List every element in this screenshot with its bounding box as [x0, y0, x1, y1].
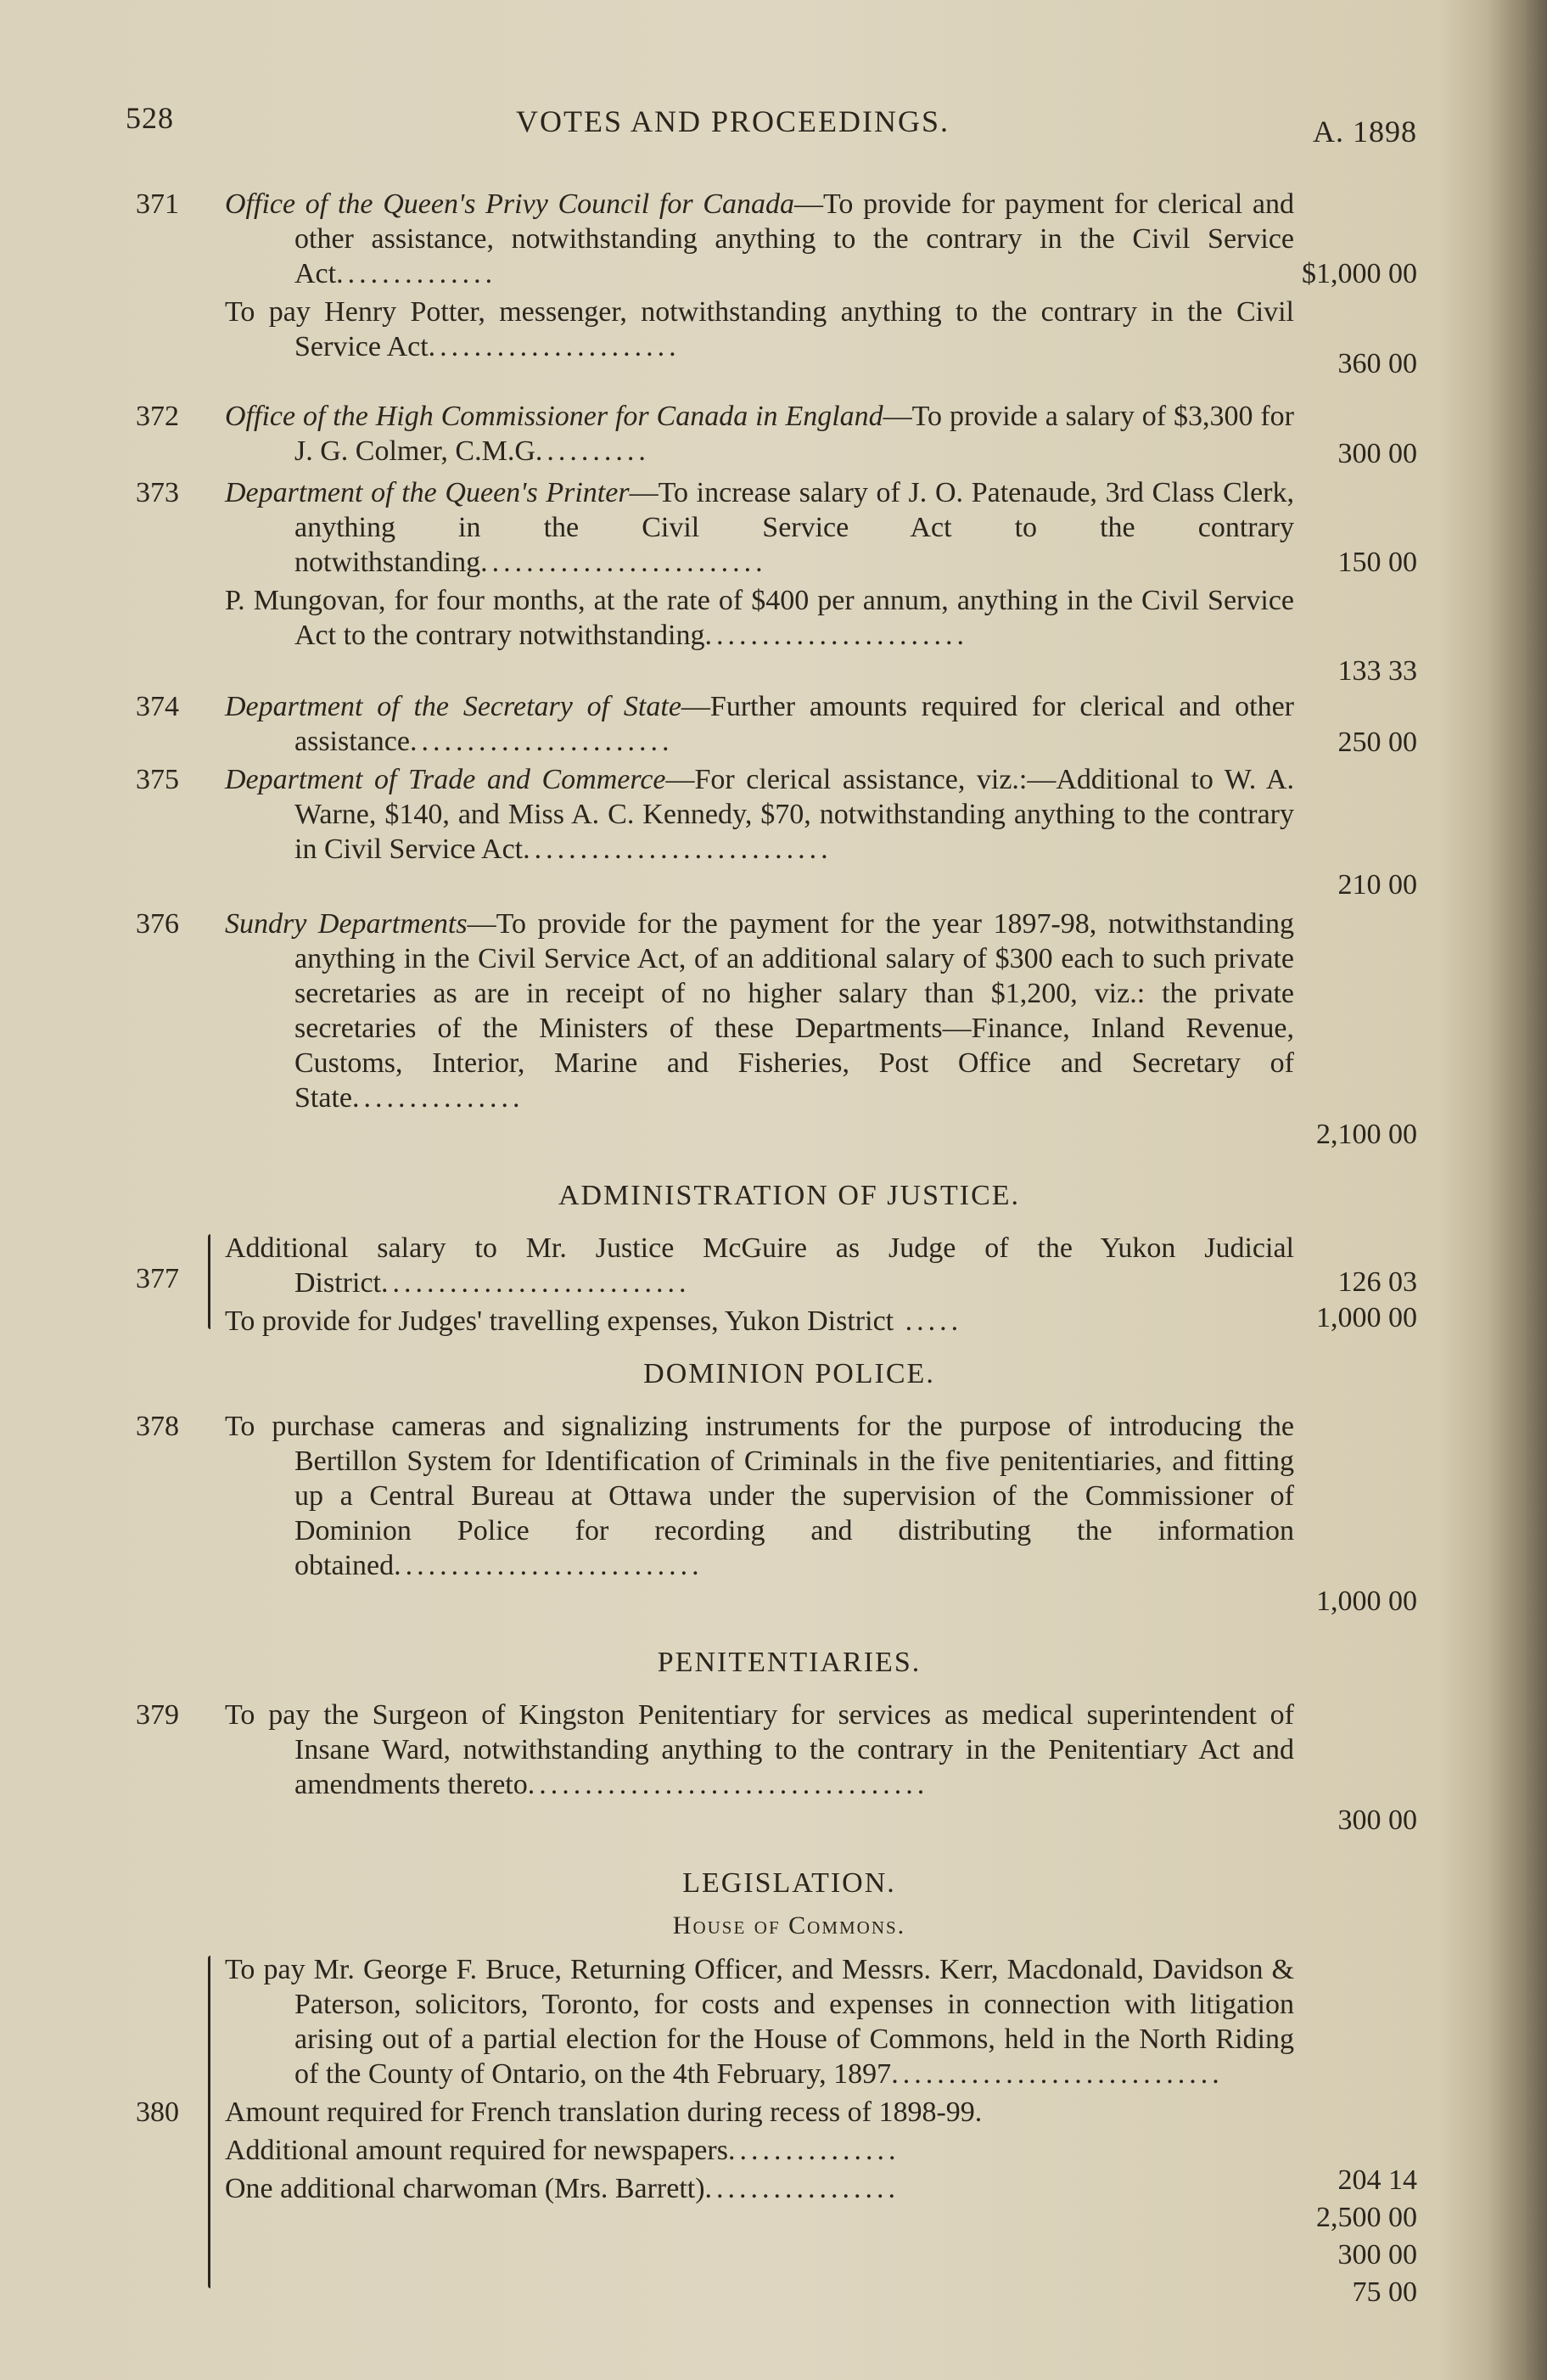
section-subheading: House of Commons.: [672, 1911, 906, 1939]
item-number: 375: [136, 764, 179, 795]
vote-item-374: [127, 689, 1417, 762]
amount: 133 33: [1337, 655, 1417, 687]
item-text: To purchase cameras and signalizing instruments for the purpose of introducing the Bertillon System for Identification of Criminals in the five penitentiaries, and fitting up a Central Bureau at Ottawa under the supervision of the Commissioner of Dominion Police for recording and distributing the information obtained: [225, 1411, 1294, 1581]
vote-list: [127, 187, 1417, 2308]
item-number: 374: [136, 691, 179, 722]
vote-item-373: [127, 475, 1417, 689]
brace-icon: [208, 1234, 210, 1329]
amount: $1,000 00: [1302, 258, 1417, 289]
item-text: To pay Henry Potter, messenger, notwithstanding anything to the contrary in the Civil Service Act: [225, 296, 1294, 362]
page-header: [119, 93, 1426, 153]
item-text: To provide for Judges' travelling expenses, Yukon District: [225, 1305, 894, 1337]
session-year: A. 1898: [1313, 115, 1417, 149]
item-number: 373: [136, 477, 179, 508]
amount: 2,500 00: [1316, 2202, 1417, 2233]
item-text: —Further amounts required for clerical and other assistance: [294, 691, 1295, 757]
item-paragraph: To pay Mr. George F. Bruce, Returning Officer, and Messrs. Kerr, Macdonald, Davidson & Paterson, solicitors, Toronto, for costs and expenses in connection with litigation arising out of a partial election for the House of Commons, held in the North Riding of the County of Ontario, on the 4th February, 1897.............................: [225, 1954, 1294, 2090]
item-text: Amount required for French translation during recess of 1898-99.: [225, 2097, 983, 2128]
item-text: —To provide a salary of $3,300 for J. G. Colmer, C.M.G: [294, 401, 1294, 467]
item-number: 372: [136, 401, 179, 432]
item-text: —To increase salary of J. O. Patenaude, 3rd Class Clerk, anything in the Civil Service Act to the contrary notwithstanding: [294, 477, 1294, 578]
vote-item-378: [127, 1409, 1417, 1621]
section-heading: DOMINION POLICE.: [643, 1358, 935, 1389]
vote-item-377: [127, 1231, 1417, 1337]
vote-item-375: [127, 762, 1417, 907]
department-name: Office of the Queen's Privy Council for Canada: [225, 188, 794, 220]
item-paragraph: One additional charwoman (Mrs. Barrett).................: [225, 2173, 900, 2204]
amount: 360 00: [1337, 348, 1417, 379]
item-text: Additional salary to Mr. Justice McGuire as Judge of the Yukon Judicial District: [225, 1232, 1294, 1299]
item-text: P. Mungovan, for four months, at the rate of $400 per annum, anything in the Civil Service Act to the contrary notwithstanding: [225, 585, 1294, 651]
vote-item-380: [127, 1952, 1417, 2308]
amount: 300 00: [1337, 438, 1417, 469]
item-number: 371: [136, 188, 179, 220]
item-number: 380: [136, 2097, 179, 2128]
amount: 1,000 00: [1316, 1302, 1417, 1333]
section-heading: LEGISLATION.: [682, 1867, 896, 1899]
section-heading: ADMINISTRATION OF JUSTICE.: [558, 1180, 1021, 1211]
item-paragraph: Department of Trade and Commerce—For clerical assistance, viz.:—Additional to W. A. Warne, $140, and Miss A. C. Kennedy, $70, notwithstanding anything to the contrary in Civil Service Act...........................: [225, 764, 1294, 865]
vote-item-371: [127, 187, 1417, 399]
brace-icon: [208, 1956, 210, 2288]
item-text: To pay the Surgeon of Kingston Penitentiary for services as medical superintendent of Insane Ward, notwithstanding anything to the contrary in the Penitentiary Act and amendments thereto: [225, 1699, 1294, 1800]
department-name: Department of the Queen's Printer: [225, 477, 630, 508]
section-heading: PENITENTIARIES.: [657, 1647, 922, 1678]
item-text: One additional charwoman (Mrs. Barrett): [225, 2173, 705, 2204]
item-paragraph: Office of the Queen's Privy Council for Canada—To provide for payment for clerical and other assistance, notwithstanding anything to the contrary in the Civil Service Act..............: [225, 188, 1294, 289]
item-number: 377: [136, 1263, 179, 1294]
item-text: —For clerical assistance, viz.:—Additional to W. A. Warne, $140, and Miss A. C. Kennedy, $70, notwithstanding anything to the contrary in Civil Service Act: [294, 764, 1294, 865]
amount: 126 03: [1337, 1266, 1417, 1298]
page-number: 528: [126, 101, 174, 135]
item-text: To pay Mr. George F. Bruce, Returning Officer, and Messrs. Kerr, Macdonald, Davidson & Paterson, solicitors, Toronto, for costs and expenses in connection with litigation arising out of a partial election for the House of Commons, held in the North Riding of the County of Ontario, on the 4th February, 1897: [225, 1954, 1294, 2090]
item-text: —To provide for payment for clerical and other assistance, notwithstanding anything to the contrary in the Civil Service Act: [294, 188, 1294, 289]
amount: 210 00: [1337, 869, 1417, 901]
amount: 250 00: [1337, 727, 1417, 758]
vote-item-379: [127, 1698, 1417, 1842]
item-number: 376: [136, 908, 179, 940]
item-paragraph: To pay Henry Potter, messenger, notwithstanding anything to the contrary in the Civil Service Act......................: [225, 296, 1294, 362]
item-paragraph: To purchase cameras and signalizing instruments for the purpose of introducing the Bertillon System for Identification of Criminals in the five penitentiaries, and fitting up a Central Bureau at Ottawa under the supervision of the Commissioner of Dominion Police for recording and distributing the information obtained...........................: [225, 1411, 1294, 1581]
item-paragraph: To provide for Judges' travelling expenses, Yukon District .....: [225, 1305, 963, 1337]
page-title: VOTES AND PROCEEDINGS.: [516, 104, 950, 138]
item-paragraph: Additional salary to Mr. Justice McGuire as Judge of the Yukon Judicial District...........................: [225, 1232, 1294, 1299]
item-paragraph: P. Mungovan, for four months, at the rate of $400 per annum, anything in the Civil Service Act to the contrary notwithstanding.......................: [225, 585, 1294, 651]
item-number: 378: [136, 1411, 179, 1442]
item-paragraph: Department of the Secretary of State—Further amounts required for clerical and other assistance.......................: [225, 691, 1295, 757]
amount: 1,000 00: [1316, 1586, 1417, 1617]
department-name: Office of the High Commissioner for Canada in England: [225, 401, 883, 432]
item-paragraph: To pay the Surgeon of Kingston Penitentiary for services as medical superintendent of Insane Ward, notwithstanding anything to the contrary in the Penitentiary Act and amendments thereto...................................: [225, 1699, 1294, 1800]
amount: 75 00: [1352, 2276, 1417, 2308]
item-text: Additional amount required for newspapers: [225, 2135, 728, 2166]
vote-item-372: [127, 399, 1417, 475]
item-paragraph: Additional amount required for newspapers...............: [225, 2135, 900, 2166]
department-name: Sundry Departments: [225, 908, 468, 940]
page-spine-shadow: [1488, 0, 1547, 2380]
amount: 300 00: [1337, 1805, 1417, 1836]
item-paragraph: Department of the Queen's Printer—To increase salary of J. O. Patenaude, 3rd Class Clerk, anything in the Civil Service Act to the contrary notwithstanding.........................: [225, 477, 1294, 578]
item-number: 379: [136, 1699, 179, 1731]
amount: 204 14: [1337, 2164, 1417, 2196]
vote-item-376: [127, 907, 1417, 1154]
amount: 150 00: [1337, 547, 1417, 578]
item-paragraph: [225, 2095, 1294, 2130]
amount: 2,100 00: [1316, 1119, 1417, 1150]
item-text: —To provide for the payment for the year 1897-98, notwithstanding anything in the Civil Service Act, of an additional salary of $300 each to such private secretaries as are in receipt of no higher salary than $1,200, viz.: the private secretaries of the Ministers of these Departments—Finance, Inland Revenue, Customs, Interior, Marine and Fisheries, Post Office and Secretary of State: [294, 908, 1295, 1114]
department-name: Department of the Secretary of State: [225, 691, 681, 722]
item-paragraph: Sundry Departments—To provide for the payment for the year 1897-98, notwithstanding anything in the Civil Service Act, of an additional salary of $300 each to such private secretaries as are in receipt of no higher salary than $1,200, viz.: the private secretaries of the Ministers of these Departments—Finance, Inland Revenue, Customs, Interior, Marine and Fisheries, Post Office and Secretary of State...............: [225, 908, 1295, 1114]
amount: 300 00: [1337, 2239, 1417, 2271]
department-name: Department of Trade and Commerce: [225, 764, 666, 795]
item-paragraph: Office of the High Commissioner for Canada in England—To provide a salary of $3,300 for J. G. Colmer, C.M.G..........: [225, 401, 1294, 467]
